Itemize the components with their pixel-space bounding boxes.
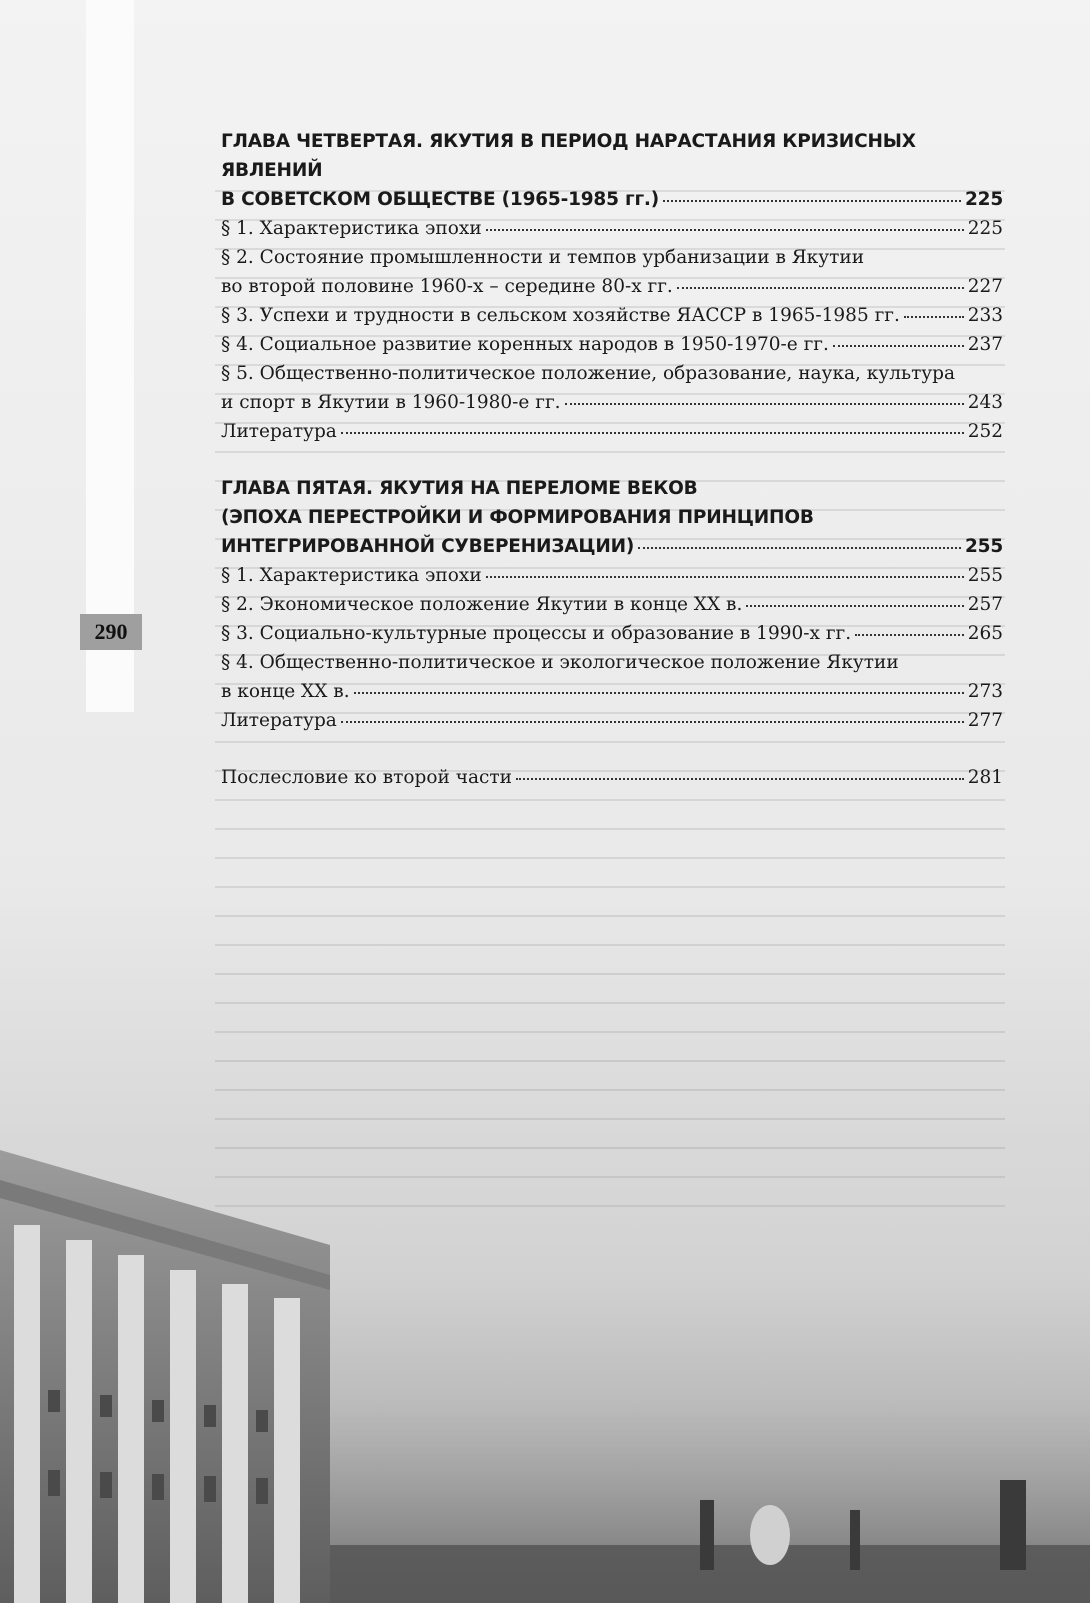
leader-dots <box>833 344 964 347</box>
entry-text: § 1. Характеристика эпохи <box>221 218 482 239</box>
toc-entry <box>221 561 1003 590</box>
table-of-contents <box>221 127 1003 792</box>
toc-entry <box>221 706 1003 735</box>
toc-entry <box>221 619 1003 648</box>
page-ref: 257 <box>967 594 1003 615</box>
building-photo <box>0 1150 1090 1603</box>
leader-dots <box>341 431 964 434</box>
page-ref: 237 <box>967 334 1003 355</box>
leader-dots <box>904 315 964 318</box>
toc-entry <box>221 417 1003 446</box>
entry-text: § 4. Социальное развитие коренных народов в 1950-1970-е гг. <box>221 334 829 355</box>
page-ref: 233 <box>967 305 1003 326</box>
entry-text: Литература <box>221 421 337 442</box>
chapter-title: (ЭПОХА ПЕРЕСТРОЙКИ И ФОРМИРОВАНИЯ ПРИНЦИПОВ <box>221 507 814 528</box>
leader-dots <box>486 228 964 231</box>
leader-dots <box>565 402 964 405</box>
toc-entry <box>221 330 1003 359</box>
page-ref: 255 <box>964 536 1003 557</box>
entry-text-continued: § 4. Общественно-политическое и экологическое положение Якутии <box>221 652 899 673</box>
entry-text: в конце XX в. <box>221 681 350 702</box>
entry-text-continued: § 5. Общественно-политическое положение, образование, наука, культура <box>221 363 956 384</box>
leader-dots <box>638 546 961 549</box>
page-ref: 255 <box>967 565 1003 586</box>
entry-text: и спорт в Якутии в 1960-1980-е гг. <box>221 392 561 413</box>
entry-text: § 1. Характеристика эпохи <box>221 565 482 586</box>
page-ref: 227 <box>967 276 1003 297</box>
entry-text-continued: § 2. Состояние промышленности и темпов урбанизации в Якутии <box>221 247 865 268</box>
entry-text: § 3. Успехи и трудности в сельском хозяйстве ЯАССР в 1965-1985 гг. <box>221 305 900 326</box>
chapter-title: ГЛАВА ПЯТАЯ. ЯКУТИЯ НА ПЕРЕЛОМЕ ВЕКОВ <box>221 478 698 499</box>
toc-entry <box>221 214 1003 243</box>
leader-dots <box>486 575 964 578</box>
entry-text: § 3. Социально-культурные процессы и образование в 1990-х гг. <box>221 623 852 644</box>
toc-entry <box>221 272 1003 301</box>
leader-dots <box>746 604 963 607</box>
leader-dots <box>341 720 964 723</box>
chapter-title-last: В СОВЕТСКОМ ОБЩЕСТВЕ (1965-1985 гг.) <box>221 189 660 210</box>
page-ref: 277 <box>967 710 1003 731</box>
entry-text: Литература <box>221 710 337 731</box>
toc-entry <box>221 388 1003 417</box>
page-ref: 281 <box>967 767 1003 788</box>
entry-text: во второй половине 1960-х – середине 80-х гг. <box>221 276 673 297</box>
leader-dots <box>677 286 964 289</box>
page-ref: 243 <box>967 392 1003 413</box>
page-ref: 273 <box>967 681 1003 702</box>
leader-dots <box>516 777 964 780</box>
page-number: 290 <box>80 614 142 650</box>
margin-strip <box>86 0 134 712</box>
entry-text: Послесловие ко второй части <box>221 767 512 788</box>
chapter-5 <box>221 474 1003 735</box>
toc-entry <box>221 301 1003 330</box>
page-ref: 225 <box>967 218 1003 239</box>
leader-dots <box>663 199 961 202</box>
chapter-4 <box>221 127 1003 446</box>
leader-dots <box>855 633 964 636</box>
toc-entry <box>221 677 1003 706</box>
leader-dots <box>354 691 964 694</box>
chapter-title-last: ИНТЕГРИРОВАННОЙ СУВЕРЕНИЗАЦИИ) <box>221 536 635 557</box>
chapter-title-line <box>221 532 1003 561</box>
page-ref: 265 <box>967 623 1003 644</box>
chapter-title-line <box>221 185 1003 214</box>
afterword-entry <box>221 763 1003 792</box>
page-ref: 252 <box>967 421 1003 442</box>
entry-text: § 2. Экономическое положение Якутии в конце XX в. <box>221 594 743 615</box>
page-ref: 225 <box>964 189 1003 210</box>
toc-entry <box>221 590 1003 619</box>
chapter-title: ГЛАВА ЧЕТВЕРТАЯ. ЯКУТИЯ В ПЕРИОД НАРАСТАНИЯ КРИЗИСНЫХ ЯВЛЕНИЙ <box>221 131 916 181</box>
